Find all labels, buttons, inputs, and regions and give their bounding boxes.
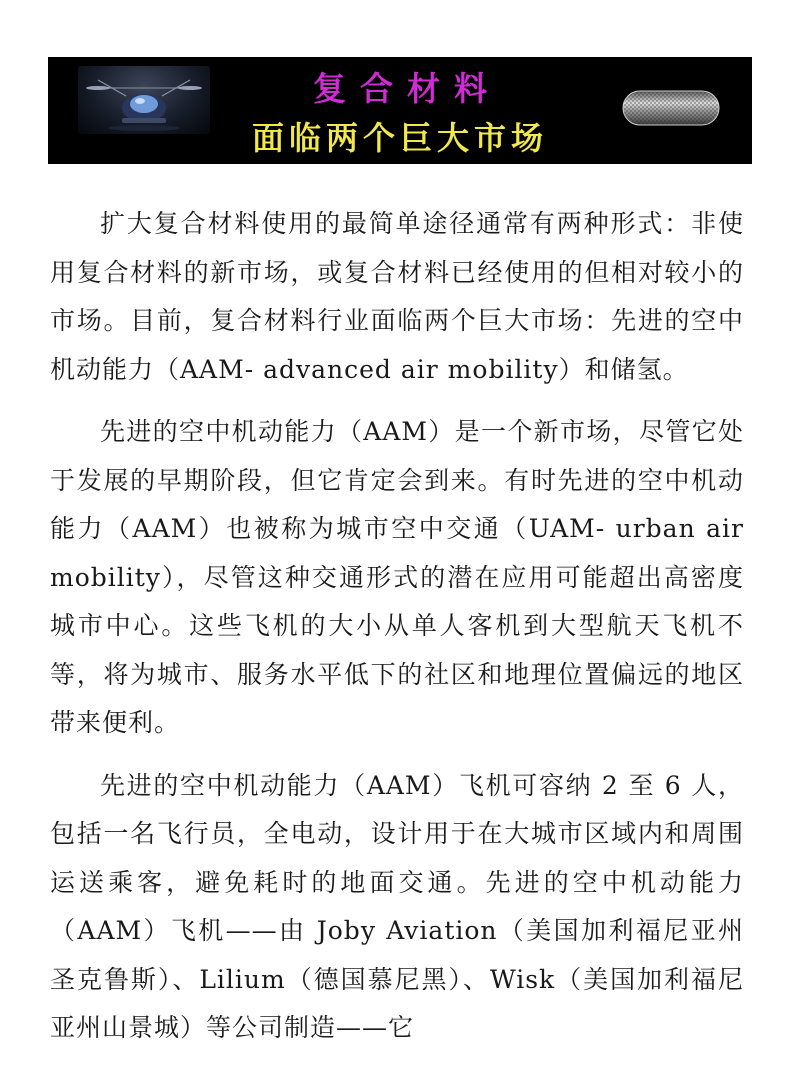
paragraph: 先进的空中机动能力（AAM）是一个新市场，尽管它处于发展的早期阶段，但它肯定会到来。有时先进的空中机动能力（AAM）也被称为城市空中交通（UAM- urban air mobility），尽管这种交通形式的潜在应用可能超出高密度城市中心。这些飞机的大小从单人客机到大型航天飞机不等，将为城市、服务水平低下的社区和地理位置偏远的地区带来便利。 (50, 417, 744, 737)
paragraph: 先进的空中机动能力（AAM）飞机可容纳 2 至 6 人，包括一名飞行员，全电动，设计用于在大城市区域内和周围运送乘客，避免耗时的地面交通。先进的空中机动能力（AAM）飞机——由 Joby Aviation（美国加利福尼亚州圣克鲁斯）、Lilium（德国慕尼黑）、Wisk（美国加利福尼亚州山景城）等公司制造——它 (50, 770, 744, 1042)
article-body (50, 200, 744, 1067)
banner-title-line1: 复合材料 (313, 69, 501, 108)
paragraph: 扩大复合材料使用的最简单途径通常有两种形式：非使用复合材料的新市场，或复合材料已经使用的但相对较小的市场。目前，复合材料行业面临两个巨大市场：先进的空中机动能力（AAM- advanced air mobility）和储氢。 (50, 209, 744, 384)
header-banner (48, 57, 752, 164)
hydrogen-tank-image (621, 89, 721, 127)
banner-title-line2: 面临两个巨大市场 (251, 119, 548, 157)
